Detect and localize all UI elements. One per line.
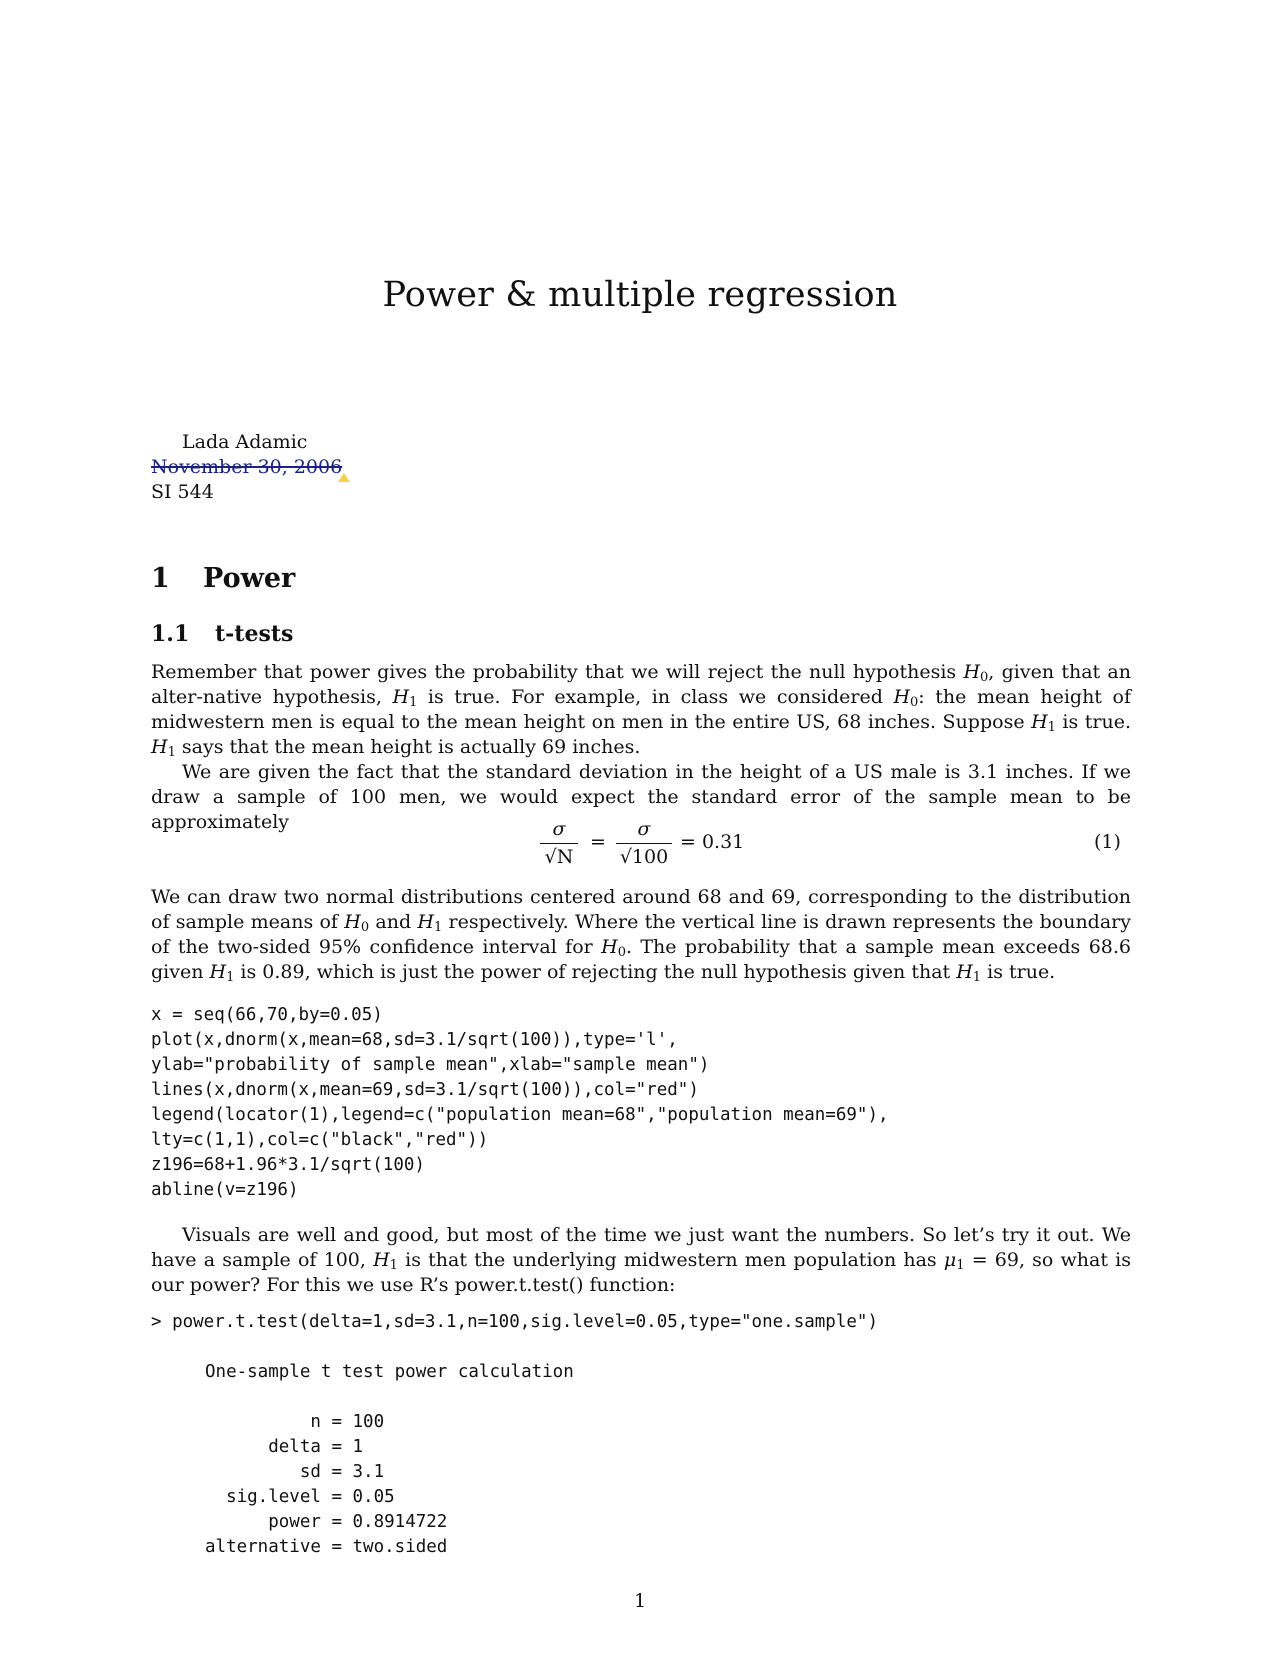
date-line bbox=[151, 455, 342, 480]
paragraph-std-dev: We are given the fact that the standard deviation in the height of a US male is 3.1 inches. If we draw a sample of 100 men, we would expect the standard error of the sample mean to be approximately bbox=[151, 761, 1131, 833]
insert-caret-icon bbox=[338, 473, 350, 482]
equation-number: (1) bbox=[1094, 831, 1121, 853]
page-number: 1 bbox=[633, 1590, 647, 1612]
equals-sign: = bbox=[590, 831, 606, 853]
struck-date: November 30, 2006 bbox=[151, 456, 342, 478]
equation-result: = 0.31 bbox=[680, 831, 745, 853]
code-power-t-test: > power.t.test(delta=1,sd=3.1,n=100,sig.level=0.05,type="one.sample") bbox=[151, 1312, 878, 1332]
equation-standard-error bbox=[540, 818, 745, 878]
paragraph-power-test: Visuals are well and good, but most of the time we just want the numbers. So let’s try it out. We have a sample of 100, $H_1$ is that the underlying midwestern men population has $\mu_1 = 69$, so what is our power? For this we use R’s power.t.test() function: bbox=[151, 1224, 1131, 1296]
author-name: Lada Adamic bbox=[182, 431, 308, 453]
course-code: SI 544 bbox=[151, 481, 214, 503]
section-heading-power: 1 Power bbox=[151, 563, 296, 594]
paragraph-distributions: We can draw two normal distributions centered around 68 and 69, corresponding to the distribution of sample means of $H_0$ and $H_1$ respectively. Where the vertical line is drawn represents the boundary of the two-sided 95% confidence interval for $H_0$. The probability that a sample mean exceeds 68.6 given $H_1$ is 0.89, which is just the power of rejecting the null hypothesis given that $H_1$ is true. bbox=[151, 886, 1131, 985]
fraction-sigma-sqrt-n: σ √N bbox=[540, 818, 578, 868]
code-block-plot: x = seq(66,70,by=0.05) plot(x,dnorm(x,mean=68,sd=3.1/sqrt(100)),type='l', ylab="probability of sample mean",xlab="sample mean") lines(x,dnorm(x,mean=69,sd=3.1/sqrt(100)),col="red") legend(locator(1),legend=c("population mean=68","population mean=69"), lty=c(1,1),col=c("black","red")) z196=68+1.96*3.1/sqrt(100) abline(v=z196) bbox=[151, 1005, 889, 1200]
subsection-heading-t-tests: 1.1 t-tests bbox=[151, 621, 294, 647]
paragraph-intro: Remember that power gives the probability that we will reject the null hypothesis $H_0$, given that an alter-native hypothesis, $H_1$ is true. For example, in class we considered $H_0$: the mean height of midwestern men is equal to the mean height on men in the entire US, 68 inches. Suppose $H_1$ is true. $H_1$ says that the mean height is actually 69 inches. We are given the fact that the standard deviation in the height of a US male is 3.1 inches. If we draw a sample of 100 men, we would expect the standard error of the sample mean to be approximately bbox=[151, 661, 1131, 833]
fraction-sigma-sqrt-100: σ √100 bbox=[616, 818, 672, 868]
power-output-block: One-sample t test power calculation n = 100 delta = 1 sd = 3.1 sig.level = 0.05 power = 0.8914722 alternative = two.sided bbox=[205, 1362, 574, 1557]
author-block bbox=[151, 430, 342, 505]
page-title: Power & multiple regression bbox=[382, 275, 898, 315]
